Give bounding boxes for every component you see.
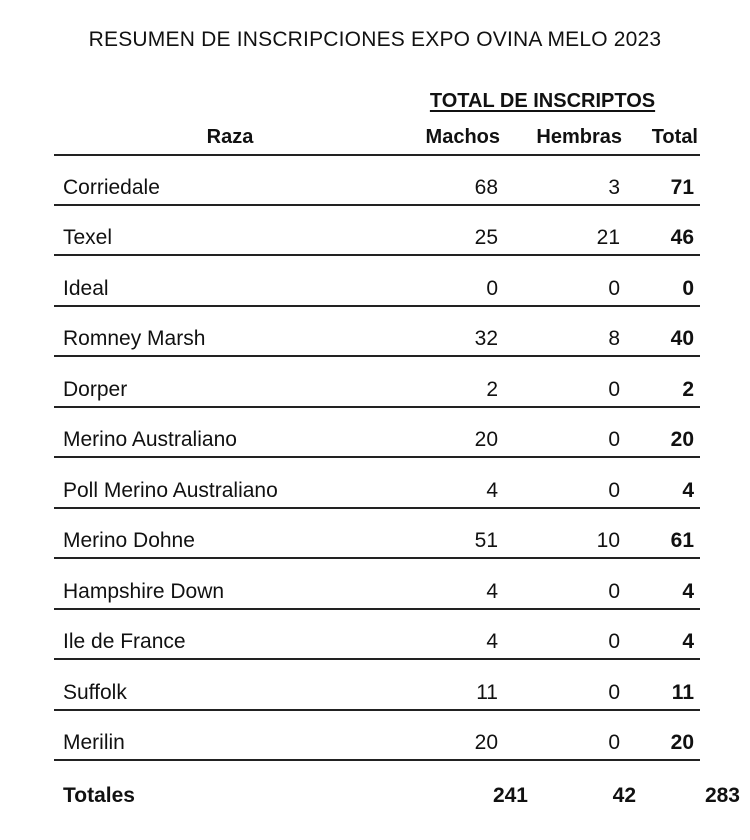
cell-raza: Ile de France [63, 630, 186, 653]
cell-raza: Merino Dohne [63, 529, 195, 552]
cell-total: 20 [670, 428, 694, 451]
cell-machos: 20 [474, 731, 498, 754]
table-row [54, 206, 700, 257]
cell-machos: 0 [486, 276, 498, 300]
cell-machos: 25 [474, 226, 498, 249]
cell-total: 4 [682, 579, 694, 603]
cell-machos: 4 [486, 478, 498, 502]
cell-raza: Texel [63, 226, 113, 249]
table-row [54, 610, 700, 661]
cell-hembras: 0 [608, 276, 620, 300]
table-row [54, 559, 700, 610]
cell-machos: 11 [476, 680, 498, 704]
cell-raza: Corriedale [63, 175, 160, 199]
cell-machos: 68 [474, 175, 498, 199]
cell-raza: Dorper [63, 377, 128, 401]
cell-total: 61 [670, 529, 694, 552]
totals-label: Totales [63, 784, 135, 807]
totals-machos: 241 [492, 784, 528, 807]
cell-hembras: 0 [608, 478, 620, 502]
cell-raza: Poll Merino Australiano [63, 478, 278, 502]
cell-total: 4 [682, 630, 694, 653]
cell-machos: 2 [486, 377, 498, 401]
column-header-raza: Raza [206, 126, 254, 148]
cell-total: 2 [682, 377, 694, 401]
cell-raza: Hampshire Down [63, 579, 225, 603]
cell-hembras: 10 [596, 529, 620, 552]
totals-hembras: 42 [612, 784, 636, 807]
cell-total: 0 [682, 276, 694, 300]
cell-total: 40 [670, 327, 694, 350]
group-header-total-inscriptos: TOTAL DE INSCRIPTOS [429, 90, 656, 112]
table-row [54, 711, 700, 762]
cell-raza: Ideal [63, 276, 109, 300]
table-row [54, 155, 700, 206]
cell-machos: 32 [474, 327, 498, 350]
cell-total: 4 [682, 478, 694, 502]
totals-total: 283 [704, 784, 740, 807]
table-row [54, 408, 700, 459]
cell-machos: 4 [486, 630, 498, 653]
cell-total: 71 [670, 175, 694, 199]
cell-total: 46 [670, 226, 694, 249]
table-body [54, 155, 700, 761]
table-row [54, 458, 700, 509]
cell-hembras: 0 [608, 377, 620, 401]
column-header-total: Total [651, 126, 698, 148]
cell-raza: Merino Australiano [63, 428, 237, 451]
table-row [54, 307, 700, 358]
cell-hembras: 0 [608, 731, 620, 754]
page-title: RESUMEN DE INSCRIPCIONES EXPO OVINA MELO 2023 [88, 28, 662, 51]
cell-hembras: 0 [608, 680, 620, 704]
totals-row [54, 784, 740, 814]
cell-hembras: 0 [608, 630, 620, 653]
cell-hembras: 3 [608, 175, 620, 199]
column-header-machos: Machos [425, 126, 500, 148]
cell-raza: Suffolk [63, 680, 127, 704]
cell-total: 20 [670, 731, 694, 754]
table-row [54, 357, 700, 408]
column-header-hembras: Hembras [536, 126, 622, 148]
table-row [54, 509, 700, 560]
cell-machos: 4 [486, 579, 498, 603]
cell-hembras: 0 [608, 579, 620, 603]
cell-hembras: 8 [608, 327, 620, 350]
table-row [54, 256, 700, 307]
cell-raza: Romney Marsh [63, 327, 206, 350]
table-row [54, 660, 700, 711]
cell-hembras: 0 [608, 428, 620, 451]
cell-hembras: 21 [596, 226, 620, 249]
cell-machos: 51 [474, 529, 498, 552]
cell-total: 11 [671, 680, 694, 704]
cell-machos: 20 [474, 428, 498, 451]
cell-raza: Merilin [63, 731, 125, 754]
